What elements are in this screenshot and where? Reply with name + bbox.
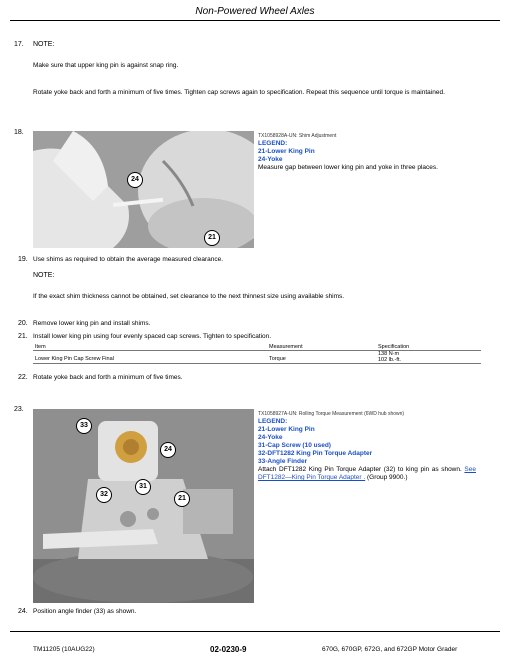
step-24-number: 24. xyxy=(18,608,28,615)
step-23-instruction xyxy=(258,466,476,482)
header-rule xyxy=(10,20,500,21)
step-24-text: Position angle finder (33) as shown. xyxy=(33,608,137,615)
step-23-group-reference: (Group 9900.) xyxy=(367,474,408,481)
page-header-title: Non-Powered Wheel Axles xyxy=(195,6,315,17)
spec-header-item: Item xyxy=(33,344,267,351)
step-23-number: 23. xyxy=(14,406,24,413)
step-19-note-text: If the exact shim thickness cannot be obtained, set clearance to the next thinnest size using available shims. xyxy=(33,293,345,300)
callout-24: 24 xyxy=(160,442,176,458)
step-18-caption: TX1058928A-UN: Shim Adjustment xyxy=(258,133,337,139)
shim-adjustment-photo xyxy=(33,131,254,248)
step-23-caption: TX1058927A-UN: Rolling Torque Measurement (6WD hub shown) xyxy=(258,411,405,417)
step-18-legend-item: 24-Yoke xyxy=(258,156,283,163)
dft1282-reference-link[interactable]: See DFT1282—King Pin Torque Adapter . xyxy=(258,466,476,481)
step-18-legend-item: 21-Lower King Pin xyxy=(258,148,315,155)
step-17-number: 17. xyxy=(14,41,24,48)
step-19-text: Use shims as required to obtain the average measured clearance. xyxy=(33,256,224,263)
rolling-torque-illustration xyxy=(33,409,254,603)
step-23-legend-item: 33-Angle Finder xyxy=(258,458,308,465)
step-18-number: 18. xyxy=(14,129,24,136)
step-17-note-text: Make sure that upper king pin is against snap ring. xyxy=(33,62,179,69)
spec-header-measurement: Measurement xyxy=(267,344,376,351)
step-19-note-label: NOTE: xyxy=(33,272,55,279)
callout-21: 21 xyxy=(204,230,220,246)
callout-31: 31 xyxy=(135,479,151,495)
callout-32: 32 xyxy=(96,487,112,503)
shim-adjustment-illustration xyxy=(33,131,254,248)
spec-cell-specification xyxy=(376,351,481,364)
step-18-legend-title: LEGEND: xyxy=(258,140,288,147)
step-17-body: Rotate yoke back and forth a minimum of five times. Tighten cap screws again to specification. Repeat this sequence until torque is maintained. xyxy=(33,89,445,96)
spec-cell-item: Lower King Pin Cap Screw Final xyxy=(33,351,267,364)
step-22-text: Rotate yoke back and forth a minimum of five times. xyxy=(33,374,183,381)
step-23-instruction-text: Attach DFT1282 King Pin Torque Adapter (32) to king pin as shown. xyxy=(258,466,462,473)
step-23-legend-item: 32-DFT1282 King Pin Torque Adapter xyxy=(258,450,373,457)
torque-spec-table xyxy=(33,344,481,364)
spec-value-metric: 138 N·m xyxy=(378,351,400,357)
footer-manual-id: TM11205 (10AUG22) xyxy=(33,646,95,653)
callout-21: 21 xyxy=(174,491,190,507)
footer-model-list: 670G, 670GP, 672G, and 672GP Motor Grader xyxy=(322,646,458,653)
footer-page-number: 02-0230-9 xyxy=(210,645,247,654)
step-17-note-label: NOTE: xyxy=(33,41,55,48)
step-21-number: 21. xyxy=(18,333,28,340)
step-22-number: 22. xyxy=(18,374,28,381)
footer-rule xyxy=(10,631,500,632)
step-19-number: 19. xyxy=(18,256,28,263)
spec-cell-measurement: Torque xyxy=(267,351,376,364)
step-20-number: 20. xyxy=(18,320,28,327)
step-20-text: Remove lower king pin and install shims. xyxy=(33,320,151,327)
spec-header-specification: Specification xyxy=(376,344,481,351)
callout-24: 24 xyxy=(127,172,143,188)
step-21-text: Install lower king pin using four evenly spaced cap screws. Tighten to specification. xyxy=(33,333,272,340)
step-23-legend-item: 24-Yoke xyxy=(258,434,283,441)
rolling-torque-photo xyxy=(33,409,254,603)
step-18-instruction: Measure gap between lower king pin and yoke in three places. xyxy=(258,164,438,171)
step-23-legend-item: 21-Lower King Pin xyxy=(258,426,315,433)
spec-table xyxy=(33,344,481,364)
step-23-legend-title: LEGEND: xyxy=(258,418,288,425)
table-row xyxy=(33,351,481,364)
spec-value-imperial: 102 lb.-ft. xyxy=(378,357,401,363)
callout-33: 33 xyxy=(76,418,92,434)
step-23-legend-item: 31-Cap Screw (10 used) xyxy=(258,442,331,449)
